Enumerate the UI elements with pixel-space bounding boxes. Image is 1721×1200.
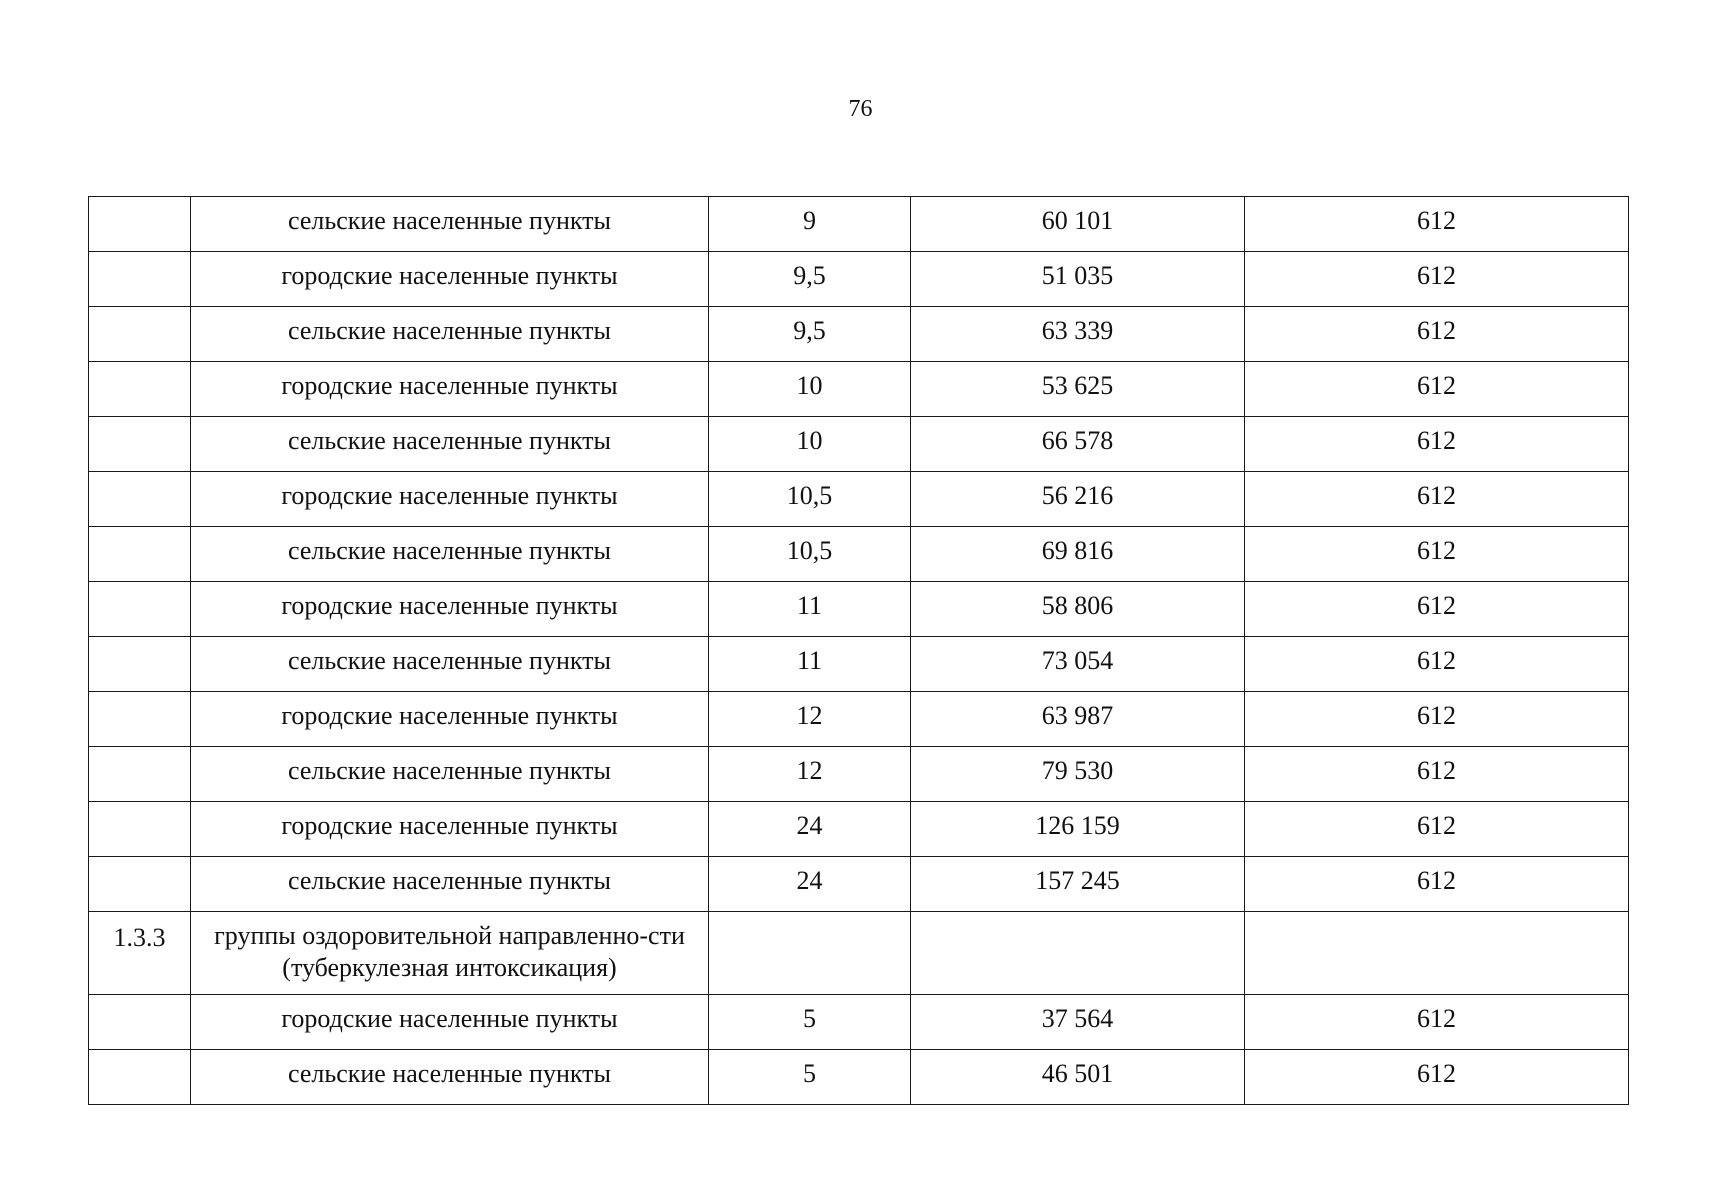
row-number-cell: [89, 472, 191, 527]
table-row: [89, 417, 1629, 472]
settlement-type-cell: сельские населенные пункты: [191, 637, 709, 692]
value-cell-2: 46 501: [911, 1050, 1245, 1105]
value-cell-3: 612: [1245, 995, 1629, 1050]
table-row: [89, 362, 1629, 417]
value-cell-2: [911, 912, 1245, 995]
value-cell-3: 612: [1245, 1050, 1629, 1105]
page-number: 76: [848, 96, 873, 122]
value-cell-2: 53 625: [911, 362, 1245, 417]
group-title-cell: группы оздоровительной направленно-сти (туберкулезная интоксикация): [191, 912, 709, 995]
row-number-cell: [89, 802, 191, 857]
value-cell-2: 69 816: [911, 527, 1245, 582]
value-cell-1: 24: [709, 857, 911, 912]
value-cell-1: 10,5: [709, 472, 911, 527]
table-row: [89, 802, 1629, 857]
value-cell-2: 58 806: [911, 582, 1245, 637]
value-cell-2: 60 101: [911, 197, 1245, 252]
value-cell-3: 612: [1245, 362, 1629, 417]
value-cell-2: 73 054: [911, 637, 1245, 692]
table-row: [89, 995, 1629, 1050]
data-table: [88, 196, 1629, 1105]
value-cell-1: 5: [709, 995, 911, 1050]
value-cell-3: 612: [1245, 857, 1629, 912]
settlement-type-cell: сельские населенные пункты: [191, 1050, 709, 1105]
table-row: [89, 692, 1629, 747]
value-cell-2: 37 564: [911, 995, 1245, 1050]
table-row: [89, 472, 1629, 527]
value-cell-1: 5: [709, 1050, 911, 1105]
settlement-type-cell: сельские населенные пункты: [191, 307, 709, 362]
settlement-type-cell: городские населенные пункты: [191, 995, 709, 1050]
settlement-type-cell: городские населенные пункты: [191, 472, 709, 527]
value-cell-3: 612: [1245, 582, 1629, 637]
value-cell-1: 9: [709, 197, 911, 252]
settlement-type-cell: сельские населенные пункты: [191, 417, 709, 472]
row-number-cell: [89, 362, 191, 417]
value-cell-1: 9,5: [709, 307, 911, 362]
value-cell-2: 51 035: [911, 252, 1245, 307]
row-number-cell: [89, 1050, 191, 1105]
row-number-cell: [89, 637, 191, 692]
value-cell-2: 157 245: [911, 857, 1245, 912]
value-cell-1: 10: [709, 417, 911, 472]
settlement-type-cell: сельские населенные пункты: [191, 747, 709, 802]
value-cell-1: 9,5: [709, 252, 911, 307]
settlement-type-cell: сельские населенные пункты: [191, 197, 709, 252]
row-number-cell: [89, 307, 191, 362]
value-cell-1: 10,5: [709, 527, 911, 582]
value-cell-3: 612: [1245, 692, 1629, 747]
value-cell-2: 63 987: [911, 692, 1245, 747]
table-row: [89, 252, 1629, 307]
value-cell-1: 12: [709, 692, 911, 747]
row-number-cell: [89, 995, 191, 1050]
value-cell-3: 612: [1245, 197, 1629, 252]
table-row: [89, 747, 1629, 802]
settlement-type-cell: городские населенные пункты: [191, 362, 709, 417]
value-cell-3: [1245, 912, 1629, 995]
value-cell-1: 10: [709, 362, 911, 417]
settlement-type-cell: городские населенные пункты: [191, 582, 709, 637]
table-row: [89, 527, 1629, 582]
table-row: [89, 857, 1629, 912]
table-row: [89, 582, 1629, 637]
row-number-cell: [89, 582, 191, 637]
row-number-cell: [89, 197, 191, 252]
value-cell-1: 11: [709, 582, 911, 637]
value-cell-3: 612: [1245, 307, 1629, 362]
row-number-cell: [89, 417, 191, 472]
value-cell-3: 612: [1245, 637, 1629, 692]
value-cell-2: 66 578: [911, 417, 1245, 472]
table-row: [89, 637, 1629, 692]
settlement-type-cell: городские населенные пункты: [191, 802, 709, 857]
table-group-row: [89, 912, 1629, 995]
row-number-cell: [89, 747, 191, 802]
table-row: [89, 307, 1629, 362]
value-cell-3: 612: [1245, 747, 1629, 802]
row-number-cell: [89, 692, 191, 747]
settlement-type-cell: сельские населенные пункты: [191, 527, 709, 582]
value-cell-1: 11: [709, 637, 911, 692]
settlement-type-cell: городские населенные пункты: [191, 692, 709, 747]
value-cell-3: 612: [1245, 802, 1629, 857]
table-row: [89, 1050, 1629, 1105]
table-row: [89, 197, 1629, 252]
value-cell-3: 612: [1245, 472, 1629, 527]
settlement-type-cell: сельские населенные пункты: [191, 857, 709, 912]
value-cell-1: [709, 912, 911, 995]
value-cell-1: 24: [709, 802, 911, 857]
row-number-cell: [89, 252, 191, 307]
value-cell-2: 126 159: [911, 802, 1245, 857]
value-cell-2: 63 339: [911, 307, 1245, 362]
row-number-cell: 1.3.3: [89, 912, 191, 995]
value-cell-1: 12: [709, 747, 911, 802]
value-cell-3: 612: [1245, 527, 1629, 582]
value-cell-3: 612: [1245, 417, 1629, 472]
value-cell-2: 56 216: [911, 472, 1245, 527]
row-number-cell: [89, 857, 191, 912]
settlement-type-cell: городские населенные пункты: [191, 252, 709, 307]
value-cell-3: 612: [1245, 252, 1629, 307]
value-cell-2: 79 530: [911, 747, 1245, 802]
row-number-cell: [89, 527, 191, 582]
